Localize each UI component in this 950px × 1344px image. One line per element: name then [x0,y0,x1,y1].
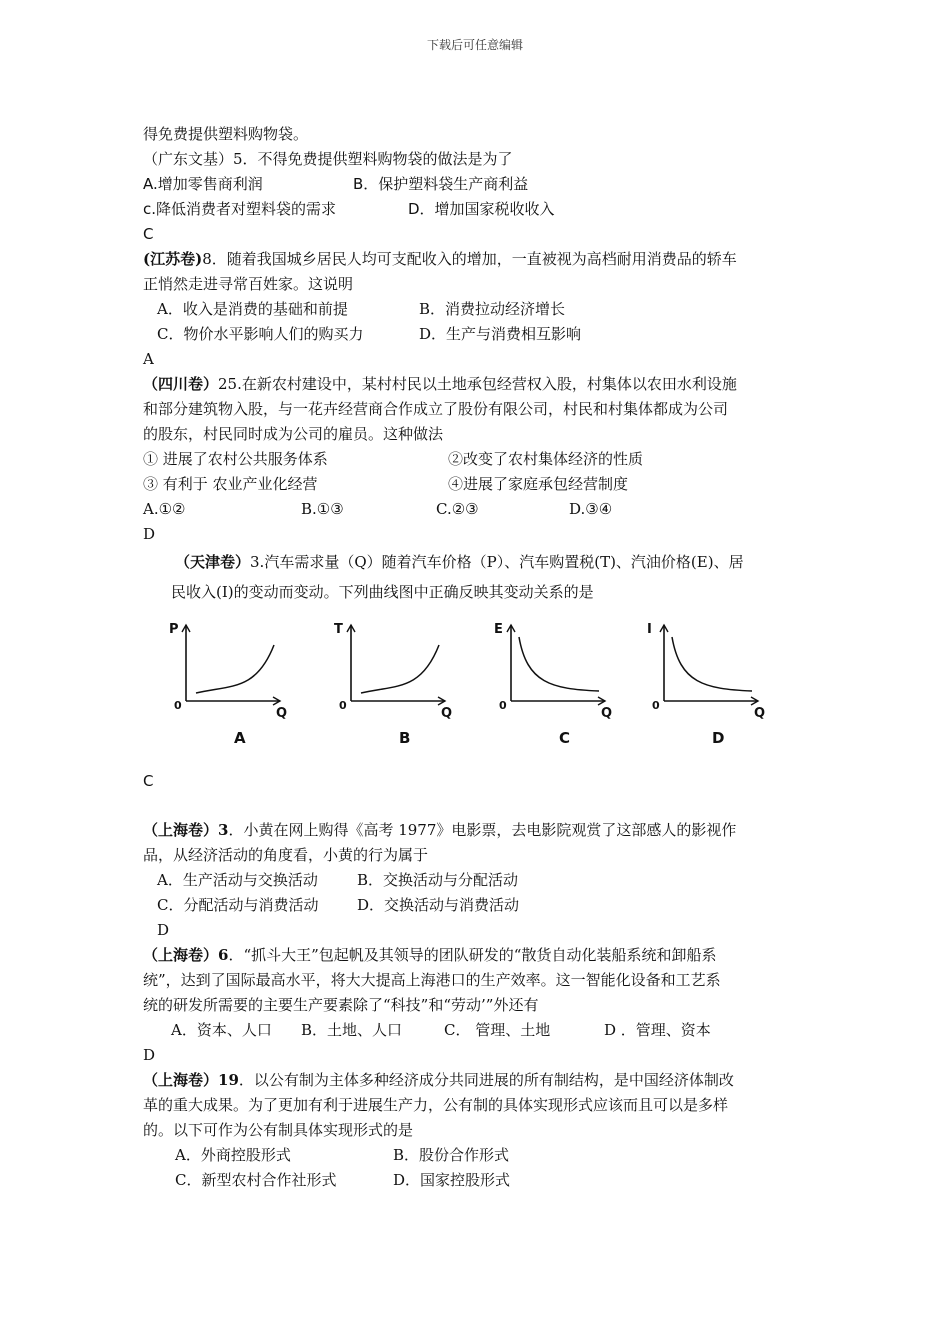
origin-label: 0 [174,699,182,712]
y-axis-label: T [334,622,343,637]
answer: D [157,921,170,939]
question-stem-cont: 革的重大成果。为了更加有利于进展生产力，公有制的具体实现形式应该而且可以是多样 [143,1096,729,1114]
option-c: c.降低消费者对塑料袋的需求 [143,200,337,218]
statement-4: ④进展了家庭承包经营制度 [448,475,629,493]
curve-graphs [158,615,813,765]
origin-label: 0 [339,699,347,712]
option-c: C． 管理、土地 [444,1021,551,1039]
graph-label: A [234,729,246,747]
curve-graph-svg [158,615,308,755]
option-d: D．生产与消费相互影响 [419,325,582,343]
question-stem-cont: 的股东，村民同时成为公司的雇员。这种做法 [143,425,444,443]
origin-label: 0 [652,699,660,712]
graph-a [158,615,308,755]
y-axis-label: E [494,622,503,637]
document-body [143,122,813,1193]
question-stem: （广东文基）5．不得免费提供塑料购物袋的做法是为了 [143,150,513,168]
option-b: B．保护塑料袋生产商利益 [353,175,529,193]
question-stem-cont: 品，从经济活动的角度看，小黄的行为属于 [143,846,429,864]
option-b: B．交换活动与分配活动 [357,871,519,889]
option-c: C．物价水平影响人们的购买力 [157,325,364,343]
option-a: A．资本、人口 [171,1021,272,1039]
question-stem: ．“抓斗大王”包起帆及其领导的团队研发的“散货自动化装船系统和卸船系 [228,946,717,964]
question-stem: 25.在新农村建设中，某村村民以土地承包经营权入股，村集体以农田水利设施 [218,375,737,393]
graph-label: B [399,729,411,747]
option-a: A.①② [143,500,186,518]
curve-line [196,645,274,693]
question-text: 得免费提供塑料购物袋。 [143,125,309,143]
question-source: （四川卷） [143,375,219,393]
option-b: B．消费拉动经济增长 [419,300,566,318]
option-a: A．收入是消费的基础和前提 [157,300,348,318]
question-stem: 3.汽车需求量（Q）随着汽车价格（P）、汽车购置税(T)、汽油价格(E)、居 [250,553,744,571]
question-source: （上海卷）3 [143,821,229,839]
origin-label: 0 [499,699,507,712]
x-axis-label: Q [601,706,613,721]
graph-label: C [559,729,571,747]
answer: C [143,772,154,790]
curve-line [361,645,439,693]
answer: A [143,350,154,368]
option-a: A．外商控股形式 [175,1146,291,1164]
option-d: D.③④ [569,500,613,518]
answer: C [143,225,154,243]
graph-b [323,615,473,755]
option-c: C．新型农村合作社形式 [175,1171,337,1189]
option-d: D．增加国家税收收入 [408,200,555,218]
option-b: B．土地、人口 [301,1021,403,1039]
curve-graph-svg [636,615,786,755]
option-c: C.②③ [436,500,479,518]
curve-graph-svg [323,615,473,755]
curve-line [672,637,752,691]
page-header: 下载后可任意编辑 [426,38,523,52]
x-axis-label: Q [754,706,766,721]
graph-label: D [712,729,725,747]
question-source: （天津卷） [175,553,251,571]
question-source: （上海卷）19 [143,1071,239,1089]
question-stem-cont: 的。以下可作为公有制具体实现形式的是 [143,1121,414,1139]
option-d: D．国家控股形式 [393,1171,511,1189]
option-b: B．股份合作形式 [393,1146,510,1164]
question-stem-cont: 正悄然走进寻常百姓家。这说明 [143,275,354,293]
question-source: （上海卷）6 [143,946,229,964]
curve-graph-svg [483,615,633,755]
x-axis-label: Q [276,706,288,721]
option-d: D ．管理、资本 [604,1021,711,1039]
graph-d [636,615,786,755]
question-stem-cont: 和部分建筑物入股，与一花卉经营商合作成立了股份有限公司，村民和村集体都成为公司 [143,400,729,418]
y-axis-label: I [647,622,652,637]
option-d: D．交换活动与消费活动 [357,896,520,914]
y-axis-label: P [169,622,179,637]
question-stem-cont: 统”，达到了国际最高水平，将大大提高上海港口的生产效率。这一智能化设备和工艺系 [143,971,721,989]
statement-3: ③ 有利于 农业产业化经营 [143,475,318,493]
curve-line [519,637,599,691]
option-c: C．分配活动与消费活动 [157,896,319,914]
answer: D [143,1046,156,1064]
statement-1: ① 进展了农村公共服务体系 [143,450,328,468]
option-a: A.增加零售商利润 [143,175,263,193]
option-a: A．生产活动与交换活动 [157,871,318,889]
question-stem: ．以公有制为主体多种经济成分共同进展的所有制结构，是中国经济体制改 [238,1071,734,1089]
question-stem: 8．随着我国城乡居民人均可支配收入的增加，一直被视为高档耐用消费品的轿车 [202,250,737,268]
question-stem-cont: 统的研发所需要的主要生产要素除了“科技”和“劳动’”外还有 [143,996,539,1014]
question-stem: ．小黄在网上购得《高考 1977》电影票，去电影院观赏了这部感人的影视作 [228,821,737,839]
answer: D [143,525,156,543]
question-source: (江苏卷) [143,250,203,268]
graph-c [483,615,633,755]
x-axis-label: Q [441,706,453,721]
option-b: B.①③ [301,500,344,518]
statement-2: ②改变了农村集体经济的性质 [448,450,644,468]
question-stem-cont: 民收入(I)的变动而变动。下列曲线图中正确反映其变动关系的是 [171,583,594,601]
